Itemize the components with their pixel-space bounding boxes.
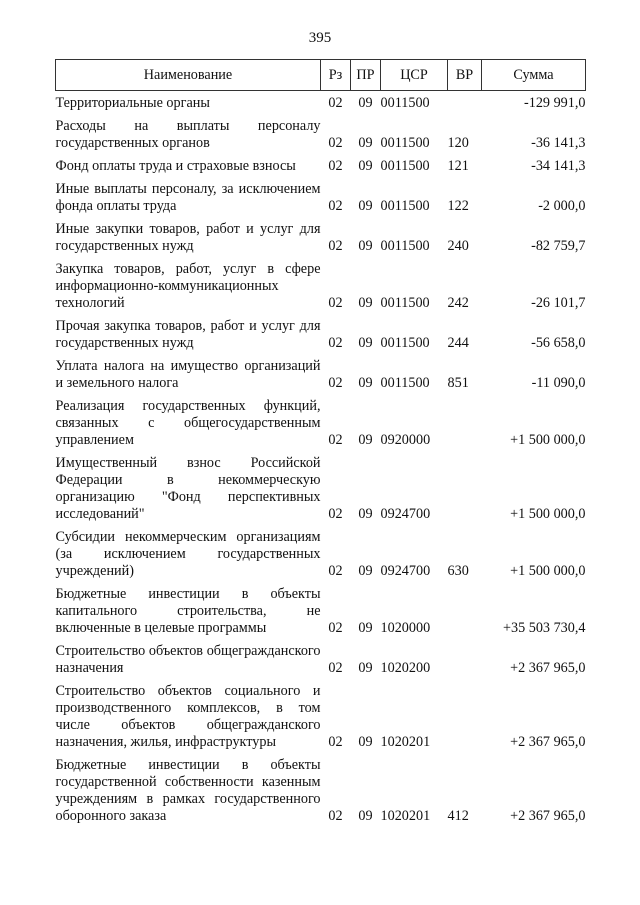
header-vr: ВР [448, 60, 482, 91]
row-name: Бюджетные инвестиции в объекты государственной собственности казенным учреждениям в рамках государственного оборонного заказа [55, 757, 321, 824]
row-name: Иные выплаты персоналу, за исключением фонда оплаты труда [55, 181, 321, 214]
budget-table [55, 59, 586, 825]
row-sum: +2 367 965,0 [510, 734, 586, 750]
row-sum: -34 141,3 [531, 158, 586, 174]
row-rz: 02 [328, 506, 343, 522]
table-row [56, 91, 586, 113]
row-csr: 0011500 [380, 158, 430, 174]
row-vr [448, 449, 482, 523]
row-name: Фонд оплаты труда и страховые взносы [55, 158, 296, 174]
row-pr: 09 [358, 135, 373, 151]
header-sum: Сумма [482, 60, 586, 91]
row-sum: +2 367 965,0 [510, 660, 586, 676]
row-sum: -2 000,0 [538, 198, 586, 214]
row-sum: -129 991,0 [524, 95, 586, 111]
row-vr: 120 [447, 135, 469, 151]
header-rz: Рз [321, 60, 351, 91]
row-rz: 02 [328, 198, 343, 214]
row-rz: 02 [328, 238, 343, 254]
row-name: Строительство объектов социального и производственного комплексов, в том числе объектов общегражданского назначения, жилья, инфраструктуры [55, 683, 321, 750]
row-sum: +35 503 730,4 [503, 620, 586, 636]
row-pr: 09 [358, 158, 373, 174]
row-rz: 02 [328, 95, 343, 111]
row-vr [448, 677, 482, 751]
row-csr: 0011500 [380, 335, 430, 351]
table-row [56, 449, 586, 523]
row-sum: -56 658,0 [531, 335, 586, 351]
row-pr: 09 [358, 198, 373, 214]
row-sum: -11 090,0 [531, 375, 586, 391]
row-pr: 09 [358, 95, 373, 111]
row-pr: 09 [358, 375, 373, 391]
row-csr: 0011500 [380, 198, 430, 214]
row-pr: 09 [358, 620, 373, 636]
header-pr: ПР [351, 60, 381, 91]
row-sum: +2 367 965,0 [510, 808, 586, 824]
table-row [56, 580, 586, 637]
row-rz: 02 [328, 563, 343, 579]
table-row [56, 751, 586, 825]
row-vr: 122 [447, 198, 469, 214]
row-csr: 0011500 [380, 135, 430, 151]
row-name: Имущественный взнос Российской Федерации в некоммерческую организацию "Фонд перспективных исследований" [55, 455, 321, 522]
row-name: Расходы на выплаты персоналу государственных органов [55, 118, 321, 151]
row-sum: -26 101,7 [531, 295, 586, 311]
row-rz: 02 [328, 734, 343, 750]
row-rz: 02 [328, 375, 343, 391]
page-number: 395 [308, 30, 332, 46]
row-rz: 02 [328, 808, 343, 824]
row-csr: 0011500 [380, 238, 430, 254]
table-row [56, 523, 586, 580]
row-name: Уплата налога на имущество организаций и земельного налога [55, 358, 321, 391]
row-csr: 1020200 [380, 660, 431, 676]
row-name: Иные закупки товаров, работ и услуг для государственных нужд [55, 221, 321, 254]
row-rz: 02 [328, 335, 343, 351]
table-row [56, 352, 586, 392]
row-vr: 412 [447, 808, 469, 824]
row-csr: 0011500 [380, 95, 430, 111]
table-row [56, 152, 586, 175]
row-pr: 09 [358, 734, 373, 750]
row-vr: 240 [447, 238, 469, 254]
row-pr: 09 [358, 506, 373, 522]
row-pr: 09 [358, 295, 373, 311]
table-row [56, 637, 586, 677]
row-rz: 02 [328, 620, 343, 636]
row-sum: +1 500 000,0 [510, 506, 586, 522]
table-header [56, 60, 586, 91]
row-sum: +1 500 000,0 [510, 563, 586, 579]
table-body [56, 91, 586, 826]
row-rz: 02 [328, 660, 343, 676]
header-name: Наименование [56, 60, 321, 91]
row-sum: +1 500 000,0 [510, 432, 586, 448]
row-csr: 0011500 [380, 295, 430, 311]
row-vr [448, 91, 482, 113]
row-name: Субсидии некоммерческим организациям (за исключением государственных учреждений) [55, 529, 321, 579]
row-vr: 121 [447, 158, 469, 174]
row-vr: 242 [447, 295, 469, 311]
row-name: Территориальные органы [55, 95, 210, 111]
row-csr: 1020201 [380, 734, 431, 750]
row-csr: 0011500 [380, 375, 430, 391]
row-rz: 02 [328, 295, 343, 311]
row-rz: 02 [328, 158, 343, 174]
row-vr [448, 637, 482, 677]
row-name: Прочая закупка товаров, работ и услуг для государственных нужд [55, 318, 321, 351]
row-name: Бюджетные инвестиции в объекты капитального строительства, не включенные в целевые программы [55, 586, 321, 636]
row-csr: 0924700 [380, 563, 431, 579]
row-pr: 09 [358, 335, 373, 351]
row-sum: -36 141,3 [531, 135, 586, 151]
row-pr: 09 [358, 238, 373, 254]
table-row [56, 312, 586, 352]
row-name: Реализация государственных функций, связанных с общегосударственным управлением [55, 398, 321, 448]
table-row [56, 215, 586, 255]
row-vr: 851 [447, 375, 469, 391]
row-pr: 09 [358, 660, 373, 676]
row-csr: 0920000 [380, 432, 431, 448]
row-vr [448, 392, 482, 449]
row-name: Строительство объектов общегражданского назначения [55, 643, 321, 676]
table-row [56, 175, 586, 215]
row-vr: 244 [447, 335, 469, 351]
header-csr: ЦСР [381, 60, 448, 91]
table-row [56, 392, 586, 449]
row-vr: 630 [447, 563, 469, 579]
row-csr: 0924700 [380, 506, 431, 522]
row-pr: 09 [358, 808, 373, 824]
row-sum: -82 759,7 [531, 238, 586, 254]
row-rz: 02 [328, 432, 343, 448]
table-row [56, 255, 586, 312]
row-pr: 09 [358, 432, 373, 448]
row-vr [448, 580, 482, 637]
row-csr: 1020201 [380, 808, 431, 824]
row-name: Закупка товаров, работ, услуг в сфере информационно-коммуникационных технологий [55, 261, 321, 311]
row-rz: 02 [328, 135, 343, 151]
table-row [56, 112, 586, 152]
table-row [56, 677, 586, 751]
row-csr: 1020000 [380, 620, 431, 636]
row-pr: 09 [358, 563, 373, 579]
